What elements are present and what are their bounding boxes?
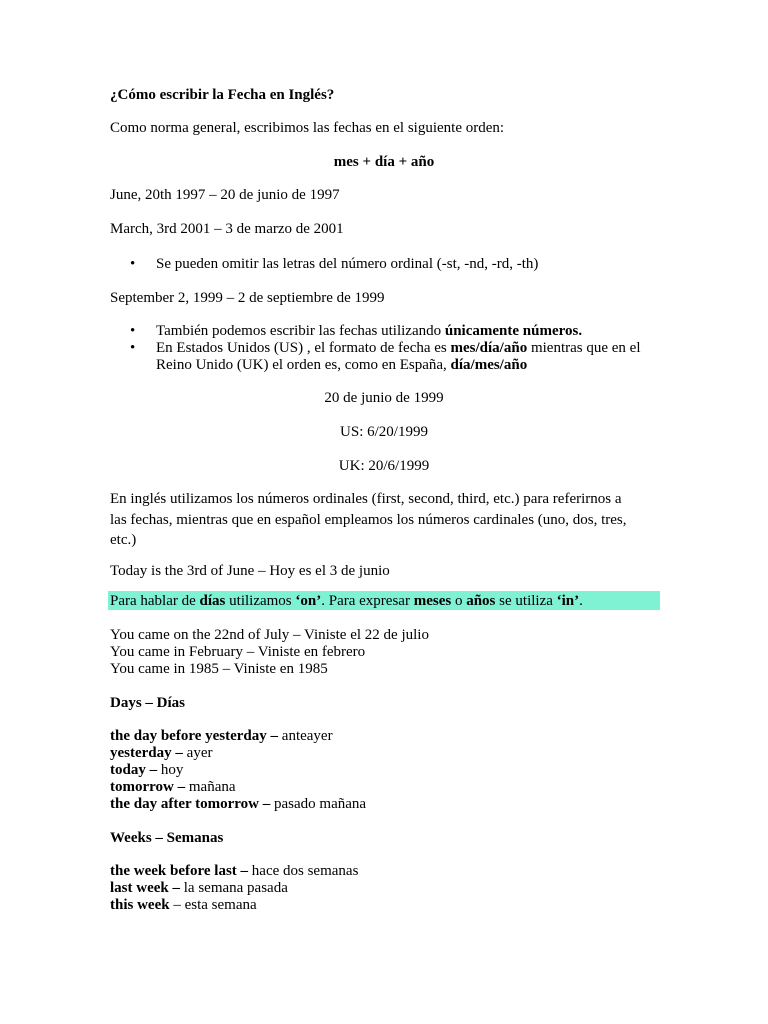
centered-uk-format: UK: 20/6/1999 [338, 458, 430, 474]
day-term: today – hoy [110, 762, 184, 778]
ordinals-paragraph-line-2: las fechas, mientras que en español empleamos los números cardinales (uno, dos, tres, [110, 512, 627, 528]
bullet-us-uk-line-2: Reino Unido (UK) el orden es, como en España, día/mes/año [156, 357, 528, 373]
came-example: You came in February – Viniste en febrero [110, 644, 366, 660]
week-term: last week – la semana pasada [110, 880, 288, 896]
bullet-marker: • [130, 256, 136, 272]
ordinals-paragraph-line-1: En inglés utilizamos los números ordinales (first, second, third, etc.) para referirnos a [110, 491, 622, 507]
came-example: You came in 1985 – Viniste en 1985 [110, 661, 328, 677]
days-heading: Days – Días [110, 695, 186, 711]
week-term: this week – esta semana [110, 897, 257, 913]
bullet-marker: • [130, 340, 136, 356]
came-example: You came on the 22nd of July – Viniste el 22 de julio [110, 627, 429, 643]
week-term: the week before last – hace dos semanas [110, 863, 359, 879]
bullet-marker: • [130, 323, 136, 339]
day-term: yesterday – ayer [110, 745, 213, 761]
bullet-us-uk-line-1: En Estados Unidos (US) , el formato de fecha es mes/día/año mientras que en el [156, 340, 641, 356]
day-term: the day before yesterday – anteayer [110, 728, 333, 744]
day-term: the day after tomorrow – pasado mañana [110, 796, 367, 812]
example-june: June, 20th 1997 – 20 de junio de 1997 [110, 187, 340, 203]
bullet-numbers-only: También podemos escribir las fechas utilizando únicamente números. [156, 323, 583, 339]
ordinals-paragraph-line-3: etc.) [110, 532, 137, 548]
bullet-ordinal-omit: Se pueden omitir las letras del número ordinal (-st, -nd, -rd, -th) [156, 256, 539, 272]
today-example: Today is the 3rd of June – Hoy es el 3 de junio [110, 563, 390, 579]
intro-text: Como norma general, escribimos las fechas en el siguiente orden: [110, 120, 505, 136]
page-title: ¿Cómo escribir la Fecha en Inglés? [110, 87, 335, 103]
centered-date: 20 de junio de 1999 [324, 390, 444, 406]
example-september: September 2, 1999 – 2 de septiembre de 1999 [110, 290, 385, 306]
on-in-rule: Para hablar de días utilizamos ‘on’. Para expresar meses o años se utiliza ‘in’. [110, 593, 583, 609]
weeks-heading: Weeks – Semanas [110, 830, 224, 846]
example-march: March, 3rd 2001 – 3 de marzo de 2001 [110, 221, 344, 237]
centered-us-format: US: 6/20/1999 [340, 424, 428, 440]
order-formula: mes + día + año [333, 154, 435, 170]
day-term: tomorrow – mañana [110, 779, 236, 795]
